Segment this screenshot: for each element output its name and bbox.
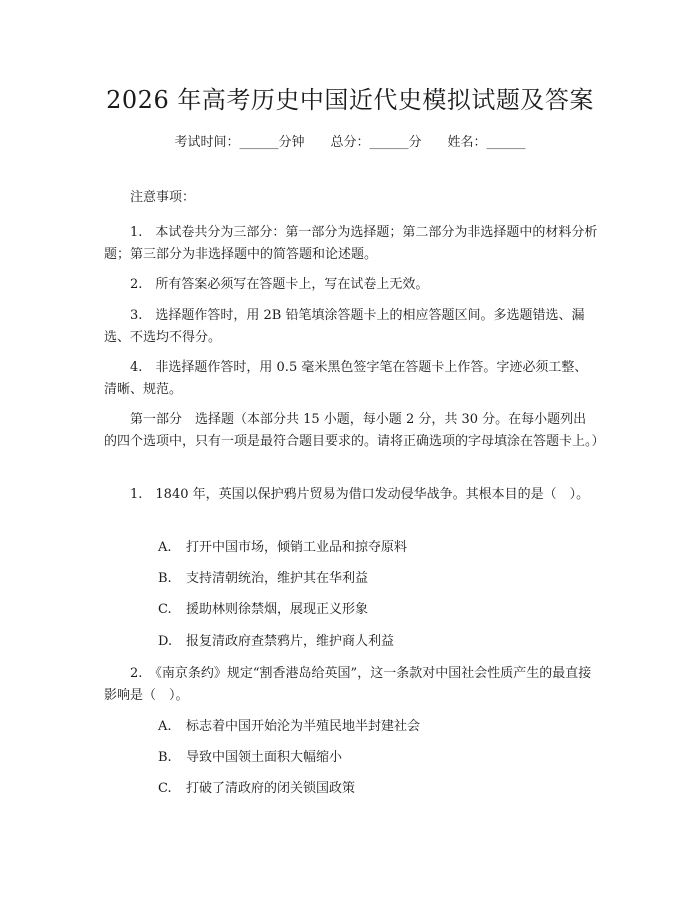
notice-item-2: 2. 所有答案必须写在答题卡上，写在试卷上无效。 [130,277,429,292]
notice-item-3: 3. 选择题作答时，用 2B 铅笔填涂答题卡上的相应答题区间。多选题错选、漏选、不选均不得分。 [104,308,585,345]
option-label: A. [158,719,172,734]
option-text: 报复清政府查禁鸦片，维护商人利益 [186,634,395,649]
question-2-option-b [158,747,598,769]
question-2-option-c [158,778,598,800]
option-text: 援助林则徐禁烟，展现正义形象 [186,602,369,617]
notice-item-1: 1. 本试卷共分为三部分：第一部分为选择题；第二部分为非选择题中的材料分析题；第三部分为非选择题中的简答题和论述题。 [104,225,598,262]
option-label: C. [158,781,172,796]
option-text: 导致中国领土面积大幅缩小 [186,750,343,765]
question-1-option-d [158,631,598,653]
student-name-field: 姓名：______ [447,135,526,150]
page-title: 2026 年高考历史中国近代史模拟试题及答案 [106,86,594,114]
total-score-field: 总分：______分 [330,135,422,150]
option-label: C. [158,602,172,617]
question-2-option-a [158,716,598,738]
option-text: 标志着中国开始沦为半殖民地半封建社会 [186,719,421,734]
question-1-option-c [158,599,598,621]
exam-time-field: 考试时间：______分钟 [174,135,305,150]
option-text: 打开中国市场，倾销工业品和掠夺原料 [186,540,408,555]
question-1-option-b [158,568,598,590]
option-text: 支持清朝统治，维护其在华利益 [186,571,369,586]
part1-intro: 第一部分 选择题（本部分共 15 小题，每小题 2 分，共 30 分。在每小题列出的四个选项中，只有一项是最符合题目要求的。请将正确选项的字母填涂在答题卡上。） [104,412,605,449]
option-text: 打破了清政府的闭关锁国政策 [186,781,356,796]
question-1-option-a [158,537,598,559]
notice-item-4: 4. 非选择题作答时，用 0.5 毫米黑色签字笔在答题卡上作答。字迹必须工整、清晰、规范。 [104,360,588,397]
exam-meta [0,131,700,150]
question-2-stem: 2. 《南京条约》规定“割香港岛给英国”，这一条款对中国社会性质产生的最直接影响是（ ）。 [104,666,592,703]
question-1-stem: 1. 1840 年，英国以保护鸦片贸易为借口发动侵华战争。其根本目的是（ ）。 [130,487,590,502]
option-label: A. [158,540,172,555]
option-label: B. [158,571,172,586]
notice-heading: 注意事项： [130,190,196,205]
option-label: D. [158,634,173,649]
option-label: B. [158,750,172,765]
